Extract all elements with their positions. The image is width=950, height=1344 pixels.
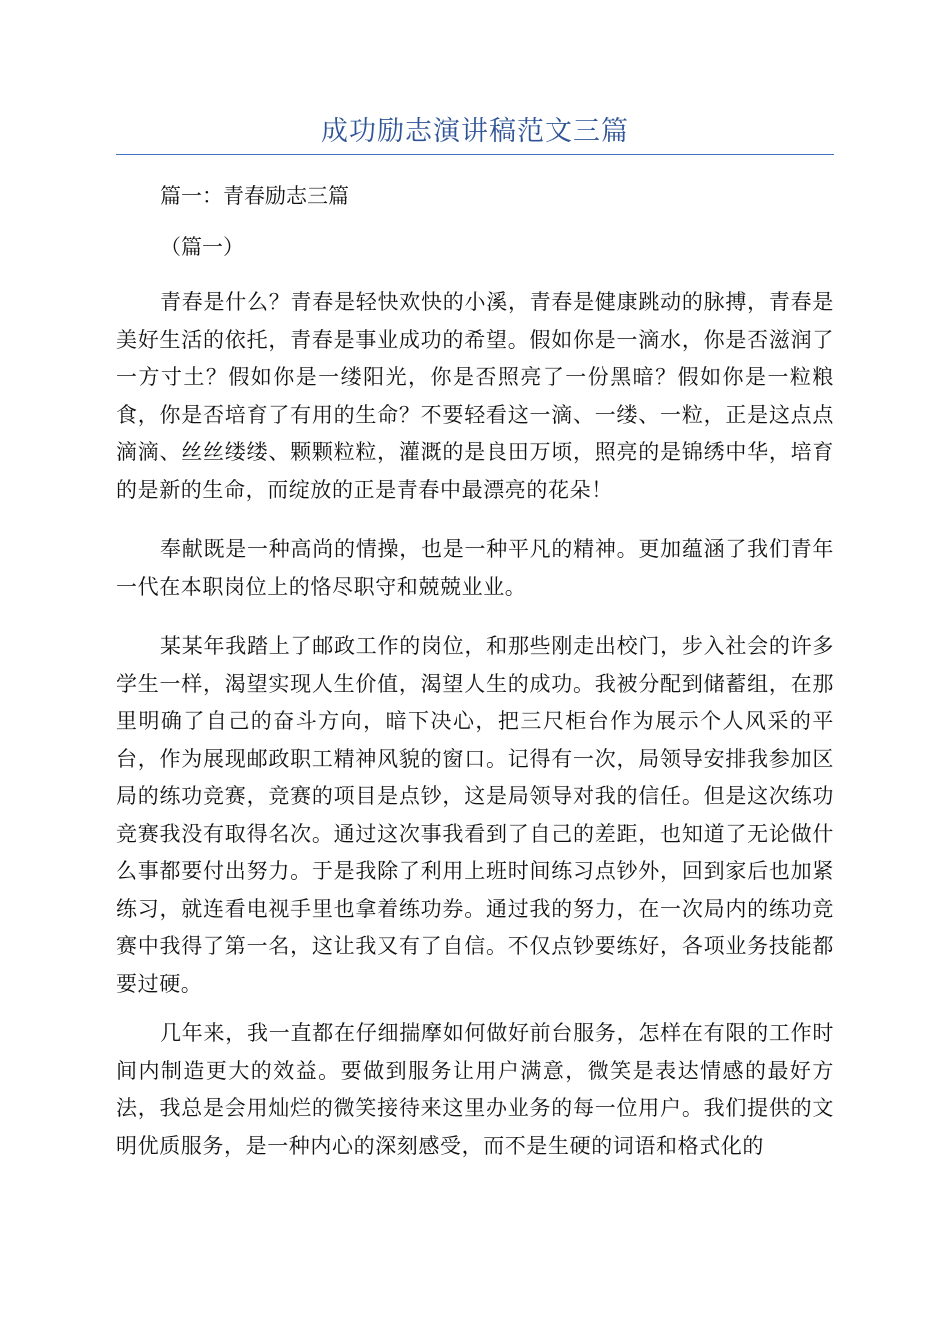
paragraph-2: 奉献既是一种高尚的情操，也是一种平凡的精神。更加蕴涵了我们青年一代在本职岗位上的恪尽职守和兢兢业业。 xyxy=(116,537,834,599)
paragraph-1: 青春是什么？青春是轻快欢快的小溪，青春是健康跳动的脉搏，青春是美好生活的依托，青春是事业成功的希望。假如你是一滴水，你是否滋润了一方寸土？假如你是一缕阳光，你是否照亮了一份黑暗？假如你是一粒粮食，你是否培育了有用的生命？不要轻看这一滴、一缕、一粒，正是这点点滴滴、丝丝缕缕、颗颗粒粒，灌溉的是良田万顷，照亮的是锦绣中华，培育的是新的生命，而绽放的正是青春中最漂亮的花朵！ xyxy=(116,290,834,502)
document-title: 成功励志演讲稿范文三篇 xyxy=(321,116,629,147)
paragraph-4: 几年来，我一直都在仔细揣摩如何做好前台服务，怎样在有限的工作时间内制造更大的效益。要做到服务让用户满意，微笑是表达情感的最好方法，我总是会用灿烂的微笑接待来这里办业务的每一位用户。我们提供的文明优质服务，是一种内心的深刻感受，而不是生硬的词语和格式化的 xyxy=(116,1021,834,1158)
paragraph-3: 某某年我踏上了邮政工作的岗位，和那些刚走出校门，步入社会的许多学生一样，渴望实现人生价值，渴望人生的成功。我被分配到储蓄组，在那里明确了自己的奋斗方向，暗下决心，把三尺柜台作为展示个人风采的平台，作为展现邮政职工精神风貌的窗口。记得有一次，局领导安排我参加区局的练功竞赛，竞赛的项目是点钞，这是局领导对我的信任。但是这次练功竞赛我没有取得名次。通过这次事我看到了自己的差距，也知道了无论做什么事都要付出努力。于是我除了利用上班时间练习点钞外，回到家后也加紧练习，就连看电视手里也拿着练功券。通过我的努力，在一次局内的练功竞赛中我得了第一名，这让我又有了自信。不仅点钞要练好，各项业务技能都要过硬。 xyxy=(116,634,834,996)
title-underline xyxy=(116,154,834,155)
sub-heading: （篇一） xyxy=(160,235,244,259)
section-heading: 篇一：青春励志三篇 xyxy=(160,184,349,208)
